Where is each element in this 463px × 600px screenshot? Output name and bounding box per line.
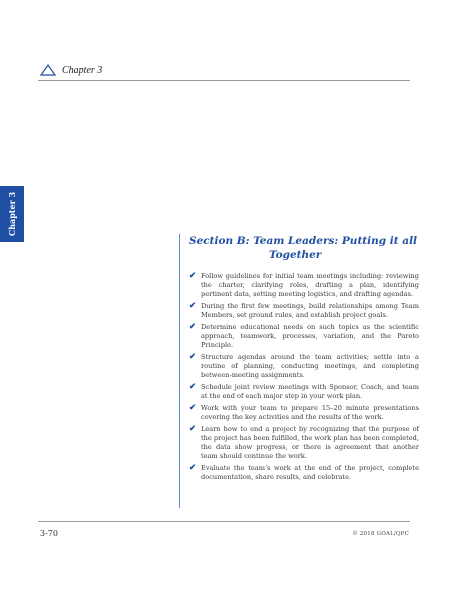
list-item (189, 323, 419, 350)
bullet-list (189, 272, 419, 482)
bullet-text: Work with your team to prepare 15–20 minute presentations covering the key activities and the results of the work. (201, 404, 419, 421)
list-item (189, 383, 419, 401)
checkmark-icon: ✔ (189, 271, 197, 281)
triangle-icon (40, 64, 56, 76)
page-number: 3-70 (40, 529, 58, 538)
bullet-text: Structure agendas around the team activities; settle into a routine of planning, conducting meetings, and completing between-meeting assignments. (201, 353, 419, 379)
list-item (189, 302, 419, 320)
checkmark-icon: ✔ (189, 301, 197, 311)
checkmark-icon: ✔ (189, 322, 197, 332)
checkmark-icon: ✔ (189, 403, 197, 413)
section-title-line2: Together (269, 249, 322, 261)
section-vertical-rule (179, 234, 180, 508)
checkmark-icon: ✔ (189, 424, 197, 434)
page-header (40, 64, 102, 76)
bullet-text: Evaluate the team’s work at the end of the project, complete documentation, share results, and celebrate. (201, 464, 419, 481)
bullet-text: Follow guidelines for initial team meetings including: reviewing the charter, clarifying roles, drafting a plan, identifying pertinent data, setting meeting logistics, and drafting agendas. (201, 272, 419, 298)
checkmark-icon: ✔ (189, 382, 197, 392)
copyright-notice: © 2018 GOAL/QPC (352, 531, 409, 537)
bullet-text: Learn how to end a project by recognizing that the purpose of the project has been fulfilled, the work plan has been completed, the data show progress, or there is agreement that another team should continue the work. (201, 425, 419, 460)
list-item (189, 353, 419, 380)
footer-divider (38, 521, 410, 522)
chapter-side-tab (0, 186, 24, 242)
checkmark-icon: ✔ (189, 352, 197, 362)
header-divider (38, 80, 410, 81)
list-item (189, 464, 419, 482)
checkmark-icon: ✔ (189, 463, 197, 473)
section-title (189, 234, 419, 262)
bullet-text: Determine educational needs on such topics as the scientific approach, teamwork, processes, variation, and the Pareto Principle. (201, 323, 419, 349)
chapter-label: Chapter 3 (62, 64, 103, 76)
bullet-text: Schedule joint review meetings with Sponsor, Coach, and team at the end of each major step in your work plan. (201, 383, 419, 400)
list-item (189, 425, 419, 461)
side-tab-label: Chapter 3 (7, 191, 17, 237)
section-b (189, 234, 419, 485)
list-item (189, 404, 419, 422)
bullet-text: During the first few meetings, build relationships among Team Members, set ground rules, and establish project goals. (201, 302, 419, 319)
list-item (189, 272, 419, 299)
section-title-line1: Section B: Team Leaders: Putting it all (189, 235, 418, 247)
